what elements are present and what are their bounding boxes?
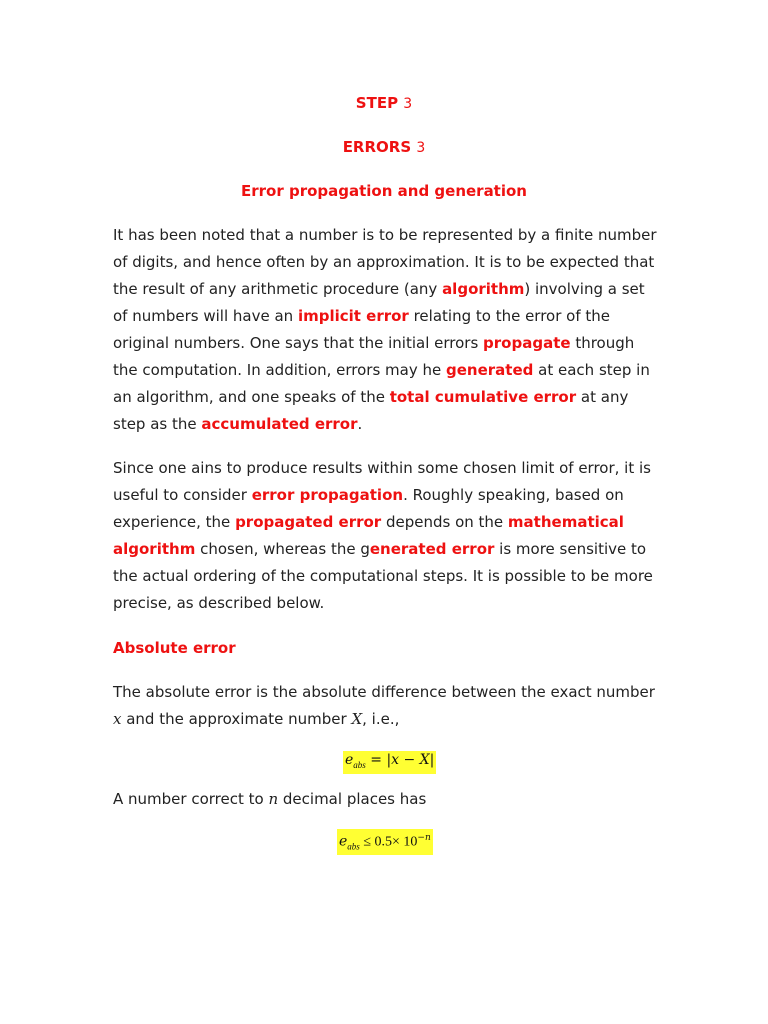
text: through the computation. In addition, errors may he (113, 334, 635, 379)
text: ) involving a set of numbers will have an (113, 280, 645, 325)
formula-expression: ≤ 0.5× 10 (359, 834, 418, 850)
variable-X: X (351, 710, 363, 728)
text: at each step in an algorithm, and one speaks of the (113, 361, 650, 406)
paragraph-propagation (113, 455, 658, 617)
text: The absolute error is the absolute difference between the exact number (113, 683, 655, 701)
formula-exponent: −n (417, 833, 431, 843)
term-algorithm: algorithm (442, 280, 525, 298)
term-generated-error: enerated error (369, 540, 495, 558)
text: Since one ains to produce results within some chosen limit of error, it is useful to consider (113, 459, 651, 504)
paragraph-intro (113, 222, 658, 438)
text: chosen, whereas the g (195, 540, 370, 558)
text: , i.e., (362, 710, 400, 728)
step-heading (0, 94, 768, 112)
text: is more sensitive to the actual ordering of the computational steps. It is possible to be more precise, as described below. (113, 540, 653, 612)
text: . (357, 415, 363, 433)
step-label: STEP (355, 94, 399, 112)
paragraph-decimal-places (113, 786, 658, 813)
formula-symbol: e (345, 752, 354, 768)
term-accumulated-error: accumulated error (201, 415, 358, 433)
formula-symbol: e (339, 833, 348, 850)
formula-expression: = |x − X| (365, 752, 435, 768)
text: at any step as the (113, 388, 629, 433)
text: and the approximate number (121, 710, 352, 728)
absolute-error-heading: Absolute error (113, 639, 236, 657)
text: decimal places has (278, 790, 427, 808)
term-error-propagation: error propagation (251, 486, 404, 504)
paragraph-absolute-error (113, 679, 658, 733)
text: relating to the error of the original numbers. One says that the initial errors (113, 307, 611, 352)
term-generated: generated (446, 361, 534, 379)
text: A number correct to (113, 790, 269, 808)
step-number: 3 (403, 96, 413, 112)
term-propagate: propagate (483, 334, 571, 352)
variable-n: n (268, 790, 279, 808)
term-mathematical-algorithm: mathematical algorithm (113, 513, 624, 558)
errors-number: 3 (416, 140, 426, 156)
variable-x: x (113, 710, 122, 728)
text: depends on the (381, 513, 508, 531)
section-title: Error propagation and generation (241, 182, 527, 200)
text: It has been noted that a number is to be represented by a finite number of digits, and hence often by an approximation. It is to be expected that the result of any arithmetic procedure (any (113, 226, 657, 298)
term-propagated-error: propagated error (235, 513, 382, 531)
errors-heading (0, 138, 768, 156)
formula-subscript: abs (347, 841, 360, 852)
term-total-cumulative-error: total cumulative error (389, 388, 577, 406)
decimal-places-formula (337, 829, 433, 855)
errors-label: ERRORS (342, 138, 412, 156)
formula-subscript: abs (353, 759, 366, 770)
term-implicit-error: implicit error (297, 307, 409, 325)
text: . Roughly speaking, based on experience, the (113, 486, 624, 531)
absolute-error-formula (343, 751, 436, 774)
